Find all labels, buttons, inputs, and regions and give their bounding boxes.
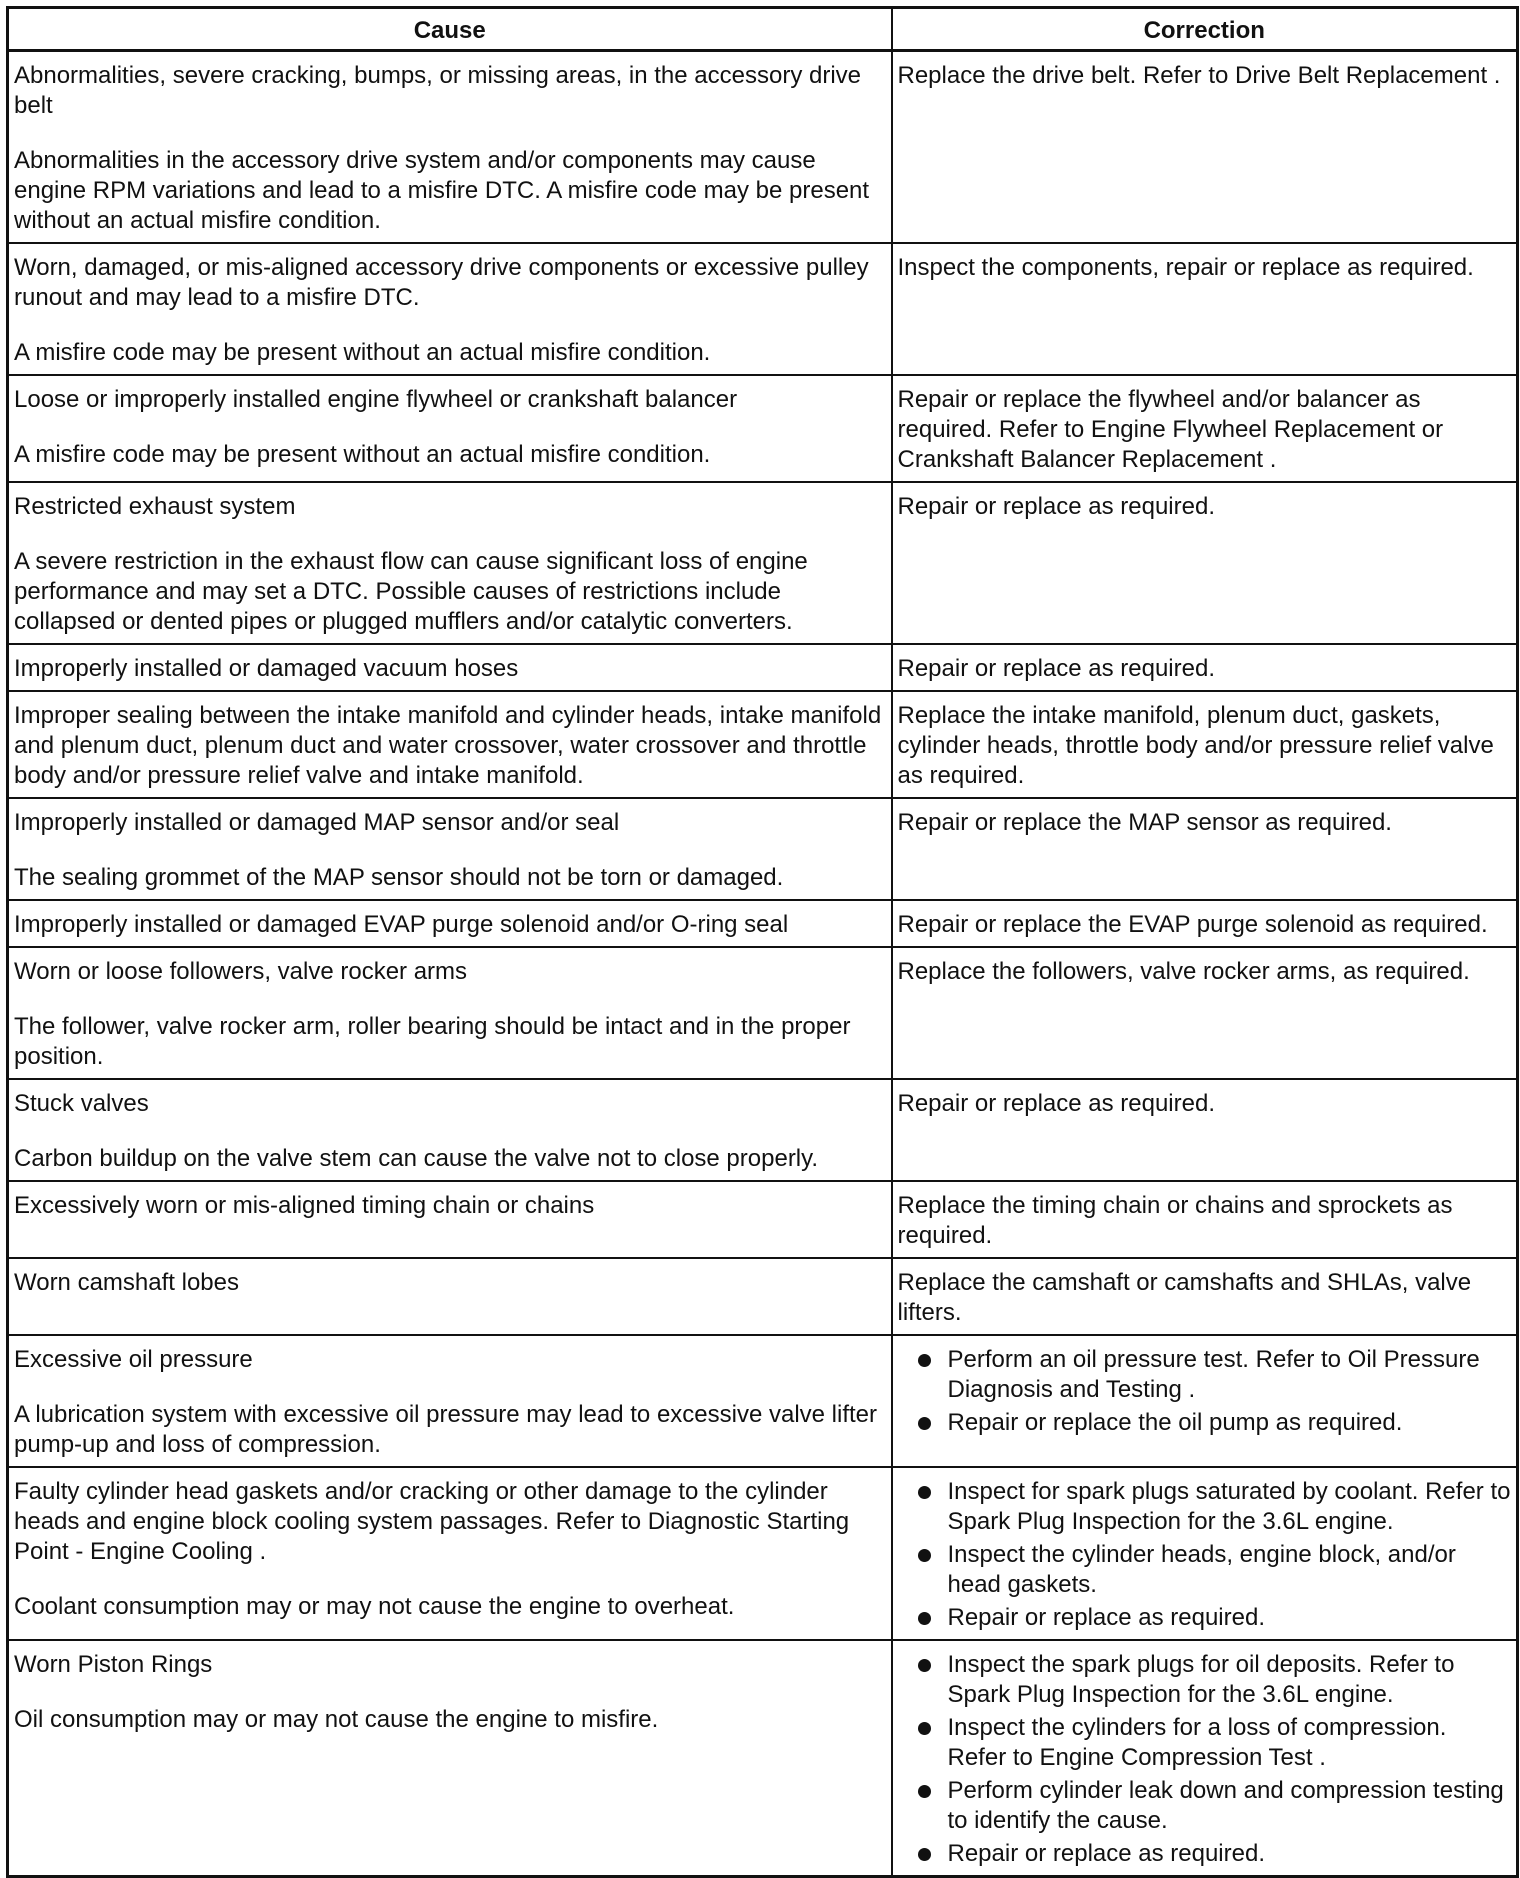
correction-cell [892, 1640, 1518, 1877]
correction-cell [892, 482, 1518, 644]
bullet-icon [918, 1417, 931, 1430]
correction-paragraph: Repair or replace as required. [897, 493, 1215, 520]
correction-bullet-item [898, 1776, 1512, 1836]
header-correction: Correction [892, 8, 1518, 51]
correction-bullet-text: Inspect the spark plugs for oil deposits. Refer to Spark Plug Inspection for the 3.6L engine. [947, 1651, 1455, 1708]
cause-cell [8, 1079, 892, 1181]
cause-paragraph: A severe restriction in the exhaust flow can cause significant loss of engine performance and may set a DTC. Possible causes of restrictions include collapsed or dented pipes or plugged mufflers and/or catalytic converters. [14, 548, 808, 635]
cause-cell [8, 482, 892, 644]
correction-bullet-list [898, 1477, 1512, 1633]
correction-bullet-item [898, 1540, 1512, 1600]
correction-cell [892, 375, 1518, 482]
cause-paragraph: Abnormalities, severe cracking, bumps, or missing areas, in the accessory drive belt [14, 62, 862, 119]
cause-paragraph: Worn or loose followers, valve rocker arms [14, 958, 468, 985]
bullet-icon [918, 1722, 931, 1735]
correction-paragraph: Repair or replace the MAP sensor as required. [897, 809, 1392, 836]
table-row [8, 644, 1518, 691]
correction-bullet-item [898, 1408, 1512, 1438]
correction-cell [892, 243, 1518, 375]
bullet-icon [918, 1486, 931, 1499]
bullet-icon [918, 1549, 931, 1562]
correction-cell [892, 644, 1518, 691]
cause-cell [8, 1640, 892, 1877]
diagnosis-table [6, 6, 1519, 1878]
correction-paragraph: Repair or replace the flywheel and/or balancer as required. Refer to Engine Flywheel Replacement or Crankshaft Balancer Replacement . [897, 386, 1444, 473]
bullet-icon [918, 1354, 931, 1367]
table-row [8, 1181, 1518, 1258]
cause-paragraph: Stuck valves [14, 1090, 149, 1117]
correction-bullet-text: Inspect for spark plugs saturated by coolant. Refer to Spark Plug Inspection for the 3.6L engine. [947, 1478, 1511, 1535]
correction-paragraph: Replace the camshaft or camshafts and SHLAs, valve lifters. [897, 1269, 1472, 1326]
cause-cell [8, 900, 892, 947]
cause-cell [8, 798, 892, 900]
table-row [8, 691, 1518, 798]
table-row [8, 1467, 1518, 1640]
cause-paragraph: A lubrication system with excessive oil pressure may lead to excessive valve lifter pump-up and loss of compression. [14, 1401, 878, 1458]
cause-paragraph: The sealing grommet of the MAP sensor should not be torn or damaged. [14, 864, 784, 891]
table-header-row [8, 8, 1518, 51]
cause-paragraph: Worn, damaged, or mis-aligned accessory drive components or excessive pulley runout and may lead to a misfire DTC. [14, 254, 869, 311]
correction-bullet-item [898, 1650, 1512, 1710]
cause-cell [8, 1258, 892, 1335]
correction-paragraph: Replace the followers, valve rocker arms, as required. [897, 958, 1470, 985]
table-row [8, 482, 1518, 644]
cause-paragraph: Carbon buildup on the valve stem can cause the valve not to close properly. [14, 1145, 819, 1172]
cause-paragraph: Abnormalities in the accessory drive system and/or components may cause engine RPM variations and lead to a misfire DTC. A misfire code may be present without an actual misfire condition. [14, 147, 870, 234]
cause-paragraph: Faulty cylinder head gaskets and/or cracking or other damage to the cylinder heads and engine block cooling system passages. Refer to Diagnostic Starting Point - Engine Cooling . [14, 1478, 850, 1565]
table-row [8, 947, 1518, 1079]
correction-bullet-item [898, 1603, 1512, 1633]
correction-bullet-text: Perform cylinder leak down and compression testing to identify the cause. [947, 1777, 1504, 1834]
cause-paragraph: The follower, valve rocker arm, roller bearing should be intact and in the proper position. [14, 1013, 851, 1070]
correction-paragraph: Repair or replace the EVAP purge solenoid as required. [897, 911, 1488, 938]
correction-cell [892, 691, 1518, 798]
cause-cell [8, 691, 892, 798]
table-row [8, 1079, 1518, 1181]
correction-cell [892, 51, 1518, 244]
cause-cell [8, 1467, 892, 1640]
cause-paragraph: Loose or improperly installed engine flywheel or crankshaft balancer [14, 386, 738, 413]
correction-bullet-item [898, 1839, 1512, 1869]
correction-paragraph: Repair or replace as required. [897, 1090, 1215, 1117]
correction-bullet-text: Inspect the cylinders for a loss of compression. Refer to Engine Compression Test . [947, 1714, 1447, 1771]
cause-paragraph: Restricted exhaust system [14, 493, 296, 520]
cause-paragraph: A misfire code may be present without an actual misfire condition. [14, 339, 711, 366]
cause-cell [8, 51, 892, 244]
correction-cell [892, 798, 1518, 900]
correction-bullet-text: Perform an oil pressure test. Refer to Oil Pressure Diagnosis and Testing . [947, 1346, 1480, 1403]
correction-paragraph: Inspect the components, repair or replace as required. [897, 254, 1474, 281]
correction-bullet-item [898, 1477, 1512, 1537]
table-row [8, 1258, 1518, 1335]
cause-paragraph: Oil consumption may or may not cause the engine to misfire. [14, 1706, 659, 1733]
cause-paragraph: Excessive oil pressure [14, 1346, 253, 1373]
cause-cell [8, 1181, 892, 1258]
cause-paragraph: A misfire code may be present without an actual misfire condition. [14, 441, 711, 468]
correction-paragraph: Replace the intake manifold, plenum duct, gaskets, cylinder heads, throttle body and/or pressure relief valve as required. [897, 702, 1494, 789]
correction-bullet-text: Repair or replace as required. [947, 1840, 1265, 1867]
cause-paragraph: Improper sealing between the intake manifold and cylinder heads, intake manifold and plenum duct, plenum duct and water crossover, water crossover and throttle body and/or pressure relief valve and intake manifold. [14, 702, 882, 789]
correction-cell [892, 900, 1518, 947]
table-row [8, 1640, 1518, 1877]
correction-cell [892, 1181, 1518, 1258]
bullet-icon [918, 1659, 931, 1672]
table-row [8, 375, 1518, 482]
correction-paragraph: Repair or replace as required. [897, 655, 1215, 682]
table-row [8, 51, 1518, 244]
cause-cell [8, 375, 892, 482]
table-row [8, 900, 1518, 947]
cause-paragraph: Coolant consumption may or may not cause the engine to overheat. [14, 1593, 735, 1620]
correction-cell [892, 1258, 1518, 1335]
cause-cell [8, 243, 892, 375]
table-row [8, 1335, 1518, 1467]
correction-bullet-item [898, 1345, 1512, 1405]
correction-cell [892, 1079, 1518, 1181]
correction-bullet-list [898, 1345, 1512, 1438]
correction-cell [892, 1335, 1518, 1467]
cause-paragraph: Worn Piston Rings [14, 1651, 213, 1678]
correction-cell [892, 947, 1518, 1079]
cause-paragraph: Improperly installed or damaged MAP sensor and/or seal [14, 809, 620, 836]
table-body [8, 51, 1518, 1877]
correction-cell [892, 1467, 1518, 1640]
cause-paragraph: Worn camshaft lobes [14, 1269, 239, 1296]
cause-cell [8, 947, 892, 1079]
bullet-icon [918, 1612, 931, 1625]
table-row [8, 243, 1518, 375]
correction-bullet-item [898, 1713, 1512, 1773]
correction-paragraph: Replace the timing chain or chains and sprockets as required. [897, 1192, 1453, 1249]
bullet-icon [918, 1848, 931, 1861]
cause-paragraph: Excessively worn or mis-aligned timing chain or chains [14, 1192, 595, 1219]
correction-bullet-text: Inspect the cylinder heads, engine block, and/or head gaskets. [947, 1541, 1456, 1598]
cause-cell [8, 644, 892, 691]
cause-paragraph: Improperly installed or damaged vacuum hoses [14, 655, 519, 682]
bullet-icon [918, 1785, 931, 1798]
header-cause: Cause [8, 8, 892, 51]
table-row [8, 798, 1518, 900]
correction-bullet-text: Repair or replace the oil pump as required. [947, 1409, 1403, 1436]
correction-paragraph: Replace the drive belt. Refer to Drive Belt Replacement . [897, 62, 1501, 89]
correction-bullet-text: Repair or replace as required. [947, 1604, 1265, 1631]
cause-paragraph: Improperly installed or damaged EVAP purge solenoid and/or O-ring seal [14, 911, 789, 938]
correction-bullet-list [898, 1650, 1512, 1869]
cause-cell [8, 1335, 892, 1467]
